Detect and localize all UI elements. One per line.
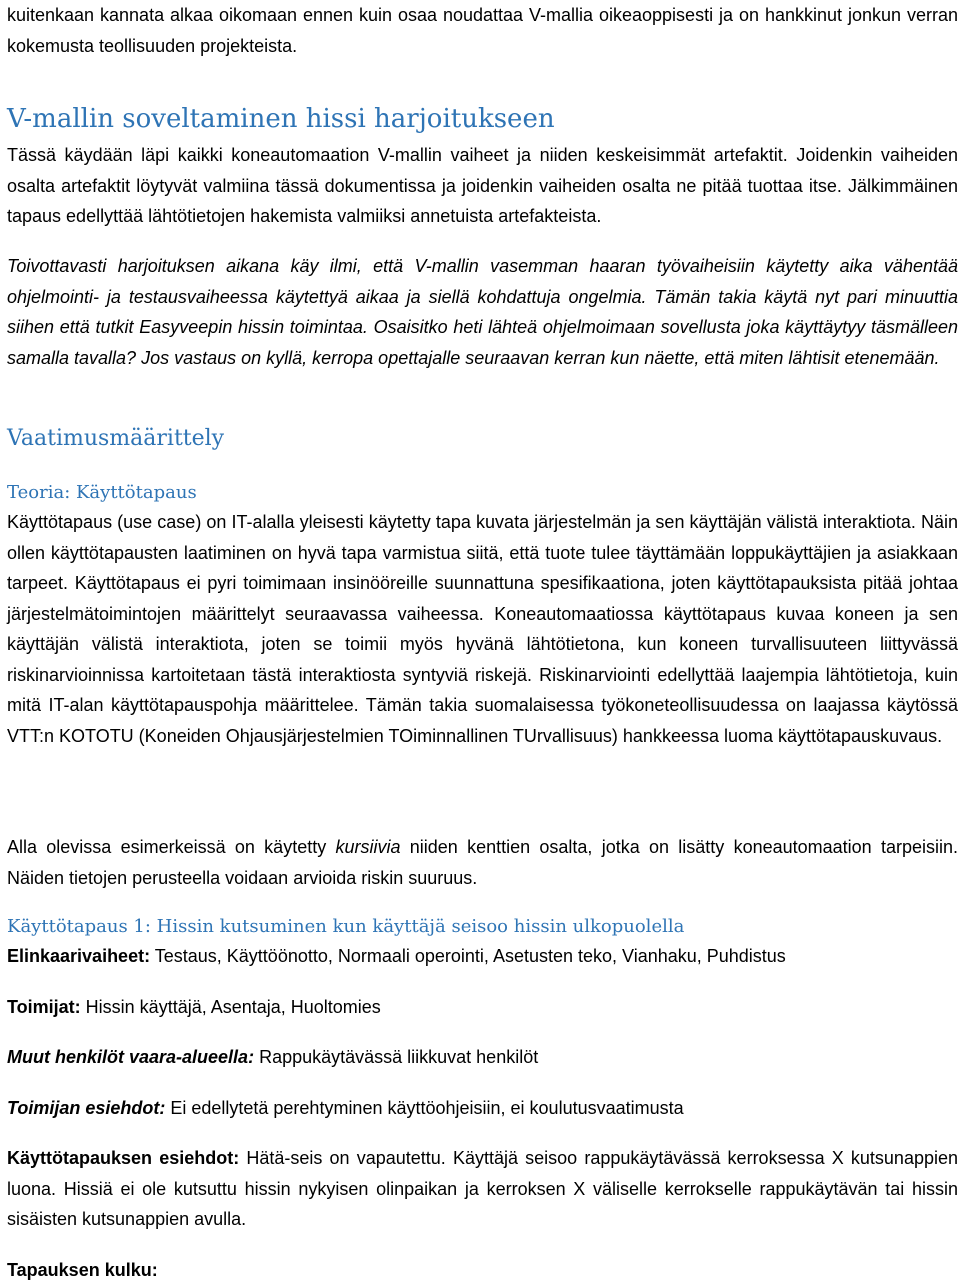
lifecycle-label: Elinkaarivaiheet: bbox=[7, 946, 151, 966]
note-text-before: Alla olevissa esimerkeissä on käytetty bbox=[7, 837, 336, 857]
intro-paragraph: kuitenkaan kannata alkaa oikomaan ennen kuin osaa noudattaa V-mallia oikeaoppisesti ja on hankkinut jonkun verran kokemusta teollisuuden projekteista. bbox=[7, 5, 958, 56]
use-case-1-title: Käyttötapaus 1: Hissin kutsuminen kun käyttäjä seisoo hissin ulkopuolella bbox=[7, 916, 685, 937]
lifecycle-line bbox=[7, 941, 958, 972]
example-note-paragraph bbox=[7, 832, 958, 893]
use-case-preconditions-label: Käyttötapauksen esiehdot: bbox=[7, 1148, 240, 1168]
vmalli-paragraph: Tässä käydään läpi kaikki koneautomaation V-mallin vaiheet ja niiden keskeisimmät artefaktit. Joidenkin vaiheiden osalta artefaktit löytyvät valmiina tässä dokumentissa ja joidenkin vaiheiden osalta ne pitää tuottaa itse. Jälkimmäinen tapaus edellyttää lähtötietojen hakemista valmiiksi annetuista artefakteista. bbox=[7, 145, 958, 226]
actors-value: Hissin käyttäjä, Asentaja, Huoltomies bbox=[80, 997, 381, 1017]
actors-label: Toimijat: bbox=[7, 997, 81, 1017]
note-text-after: niiden kenttien osalta, jotka on lisätty koneautomaation tarpeisiin. Näiden tietojen perusteella voidaan arvioida riskin suuruus. bbox=[7, 837, 958, 888]
section-title-vmalli: V-mallin soveltaminen hissi harjoitukseen bbox=[7, 104, 555, 134]
kayttotapaus-paragraph: Käyttötapaus (use case) on IT-alalla yleisesti käytetty tapa kuvata järjestelmän ja sen käyttäjän välistä interaktiota. Näin ollen käyttötapausten laatiminen on hyvä tapa varmistua siitä, että tuote tulee täyttämään loppukäyttäjien ja asiakkaan tarpeet. Käyttötapaus ei pyri toimimaan insinööreille suunnattuna spesifikaationa, joten käyttötapauksista pitää johtaa järjestelmätoimintojen määrittelyt seuraavassa vaiheessa. Koneautomaatiossa käyttötapaus kuvaa koneen ja sen käyttäjän välistä interaktiota, joten se toimii myös hyvänä lähtötietona, kun koneen turvallisuuteen liittyvässä riskinarvioinnissa kartoitetaan tästä interaktiosta syntyviä riskejä. Riskinarviointi edellyttää laajempia lähtötietoja, kuin mitä IT-alan käyttötapauspohja määrittelee. Tämän takia suomalaisessa työkoneteollisuudessa on laajassa käytössä VTT:n KOTOTU (Koneiden Ohjausjärjestelmien TOiminnallinen TUrvallisuus) hankkeessa luoma käyttötapauskuvaus. bbox=[7, 512, 958, 746]
flow-label: Tapauksen kulku: bbox=[7, 1260, 158, 1280]
subtitle-teoria: Teoria: Käyttötapaus bbox=[7, 482, 197, 503]
vmalli-italic-paragraph: Toivottavasti harjoituksen aikana käy ilmi, että V-mallin vasemman haaran työvaiheisiin käytetty aika vähentää ohjelmointi- ja testausvaiheessa käytettyä aikaa ja siellä kohdattuja ongelmia. Tämän takia käytä nyt pari minuuttia siihen että tutkit Easyveepin hissin toimintaa. Osaisitko heti lähteä ohjelmoimaan sovellusta joka käyttäytyy täsmälleen samalla tavalla? Jos vastaus on kyllä, kerropa opettajalle seuraavan kerran kun näette, että miten lähtisit etenemään. bbox=[7, 256, 958, 368]
lifecycle-value: Testaus, Käyttöönotto, Normaali operointi, Asetusten teko, Vianhaku, Puhdistus bbox=[150, 946, 786, 966]
actor-preconditions-line bbox=[7, 1093, 958, 1124]
others-label: Muut henkilöt vaara-alueella: bbox=[7, 1047, 255, 1067]
actor-preconditions-value: Ei edellytetä perehtyminen käyttöohjeisiin, ei koulutusvaatimusta bbox=[165, 1098, 684, 1118]
use-case-preconditions-value: Hätä-seis on vapautettu. Käyttäjä seisoo rappukäytävässä kerroksessa X kutsunappien luona. Hissiä ei ole kutsuttu hissin nykyisen olinpaikan ja kerroksen X väliselle kerrokselle rappukäytävän tai hissin sisäisten kutsunappien avulla. bbox=[7, 1148, 958, 1229]
actor-preconditions-label: Toimijan esiehdot: bbox=[7, 1098, 166, 1118]
actors-line bbox=[7, 992, 958, 1023]
use-case-preconditions-paragraph bbox=[7, 1143, 958, 1235]
note-italic-word: kursiivia bbox=[335, 837, 401, 857]
others-value: Rappukäytävässä liikkuvat henkilöt bbox=[254, 1047, 539, 1067]
section-title-vaatimus: Vaatimusmäärittely bbox=[7, 426, 225, 451]
others-line bbox=[7, 1042, 958, 1073]
